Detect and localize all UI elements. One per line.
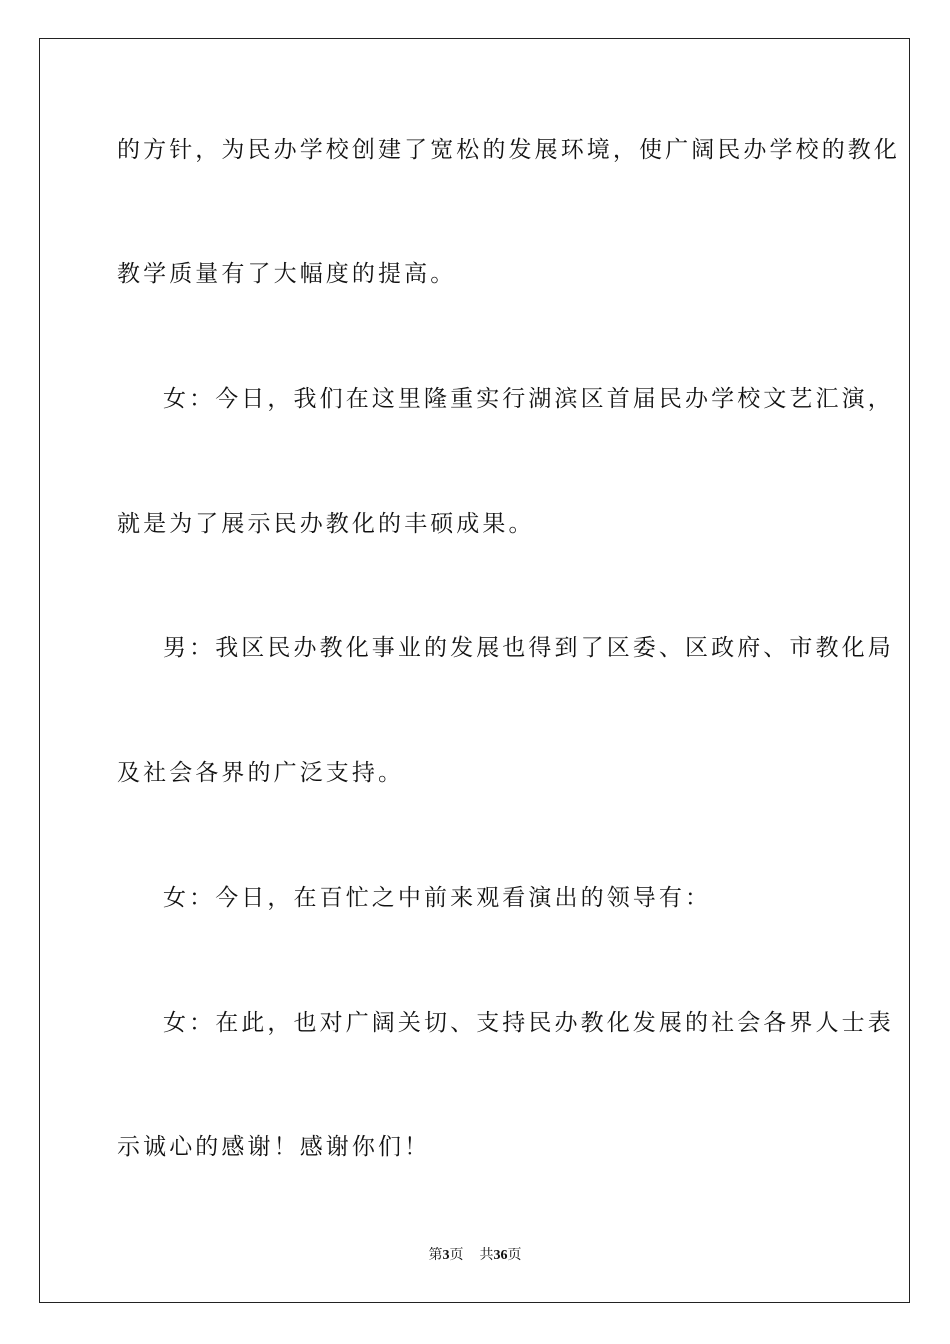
body-text-line: 的方针，为民办学校创建了宽松的发展环境，使广阔民办学校的教化	[117, 137, 900, 163]
body-text-line: 及社会各界的广泛支持。	[117, 760, 405, 786]
body-text-line: 教学质量有了大幅度的提高。	[117, 261, 457, 287]
total-pages: 36	[493, 1248, 508, 1263]
body-text-line: 示诚心的感谢！感谢你们！	[117, 1134, 431, 1160]
paragraph-female-host-2: 女：今日，在百忙之中前来观看演出的领导有：	[163, 885, 712, 911]
body-text-line: 就是为了展示民办教化的丰硕成果。	[117, 511, 535, 537]
total-prefix: 共	[479, 1247, 494, 1263]
page-prefix: 第	[428, 1247, 443, 1263]
total-suffix: 页	[507, 1247, 522, 1263]
page-border	[39, 38, 910, 1303]
paragraph-male-host: 男：我区民办教化事业的发展也得到了区委、区政府、市教化局	[163, 635, 894, 661]
page-suffix: 页	[449, 1247, 464, 1263]
page-number: 3	[442, 1248, 450, 1263]
page-footer	[0, 1246, 950, 1265]
paragraph-female-host-3: 女：在此，也对广阔关切、支持民办教化发展的社会各界人士表	[163, 1010, 894, 1036]
paragraph-female-host-1: 女：今日，我们在这里隆重实行湖滨区首届民办学校文艺汇演，	[163, 386, 894, 412]
